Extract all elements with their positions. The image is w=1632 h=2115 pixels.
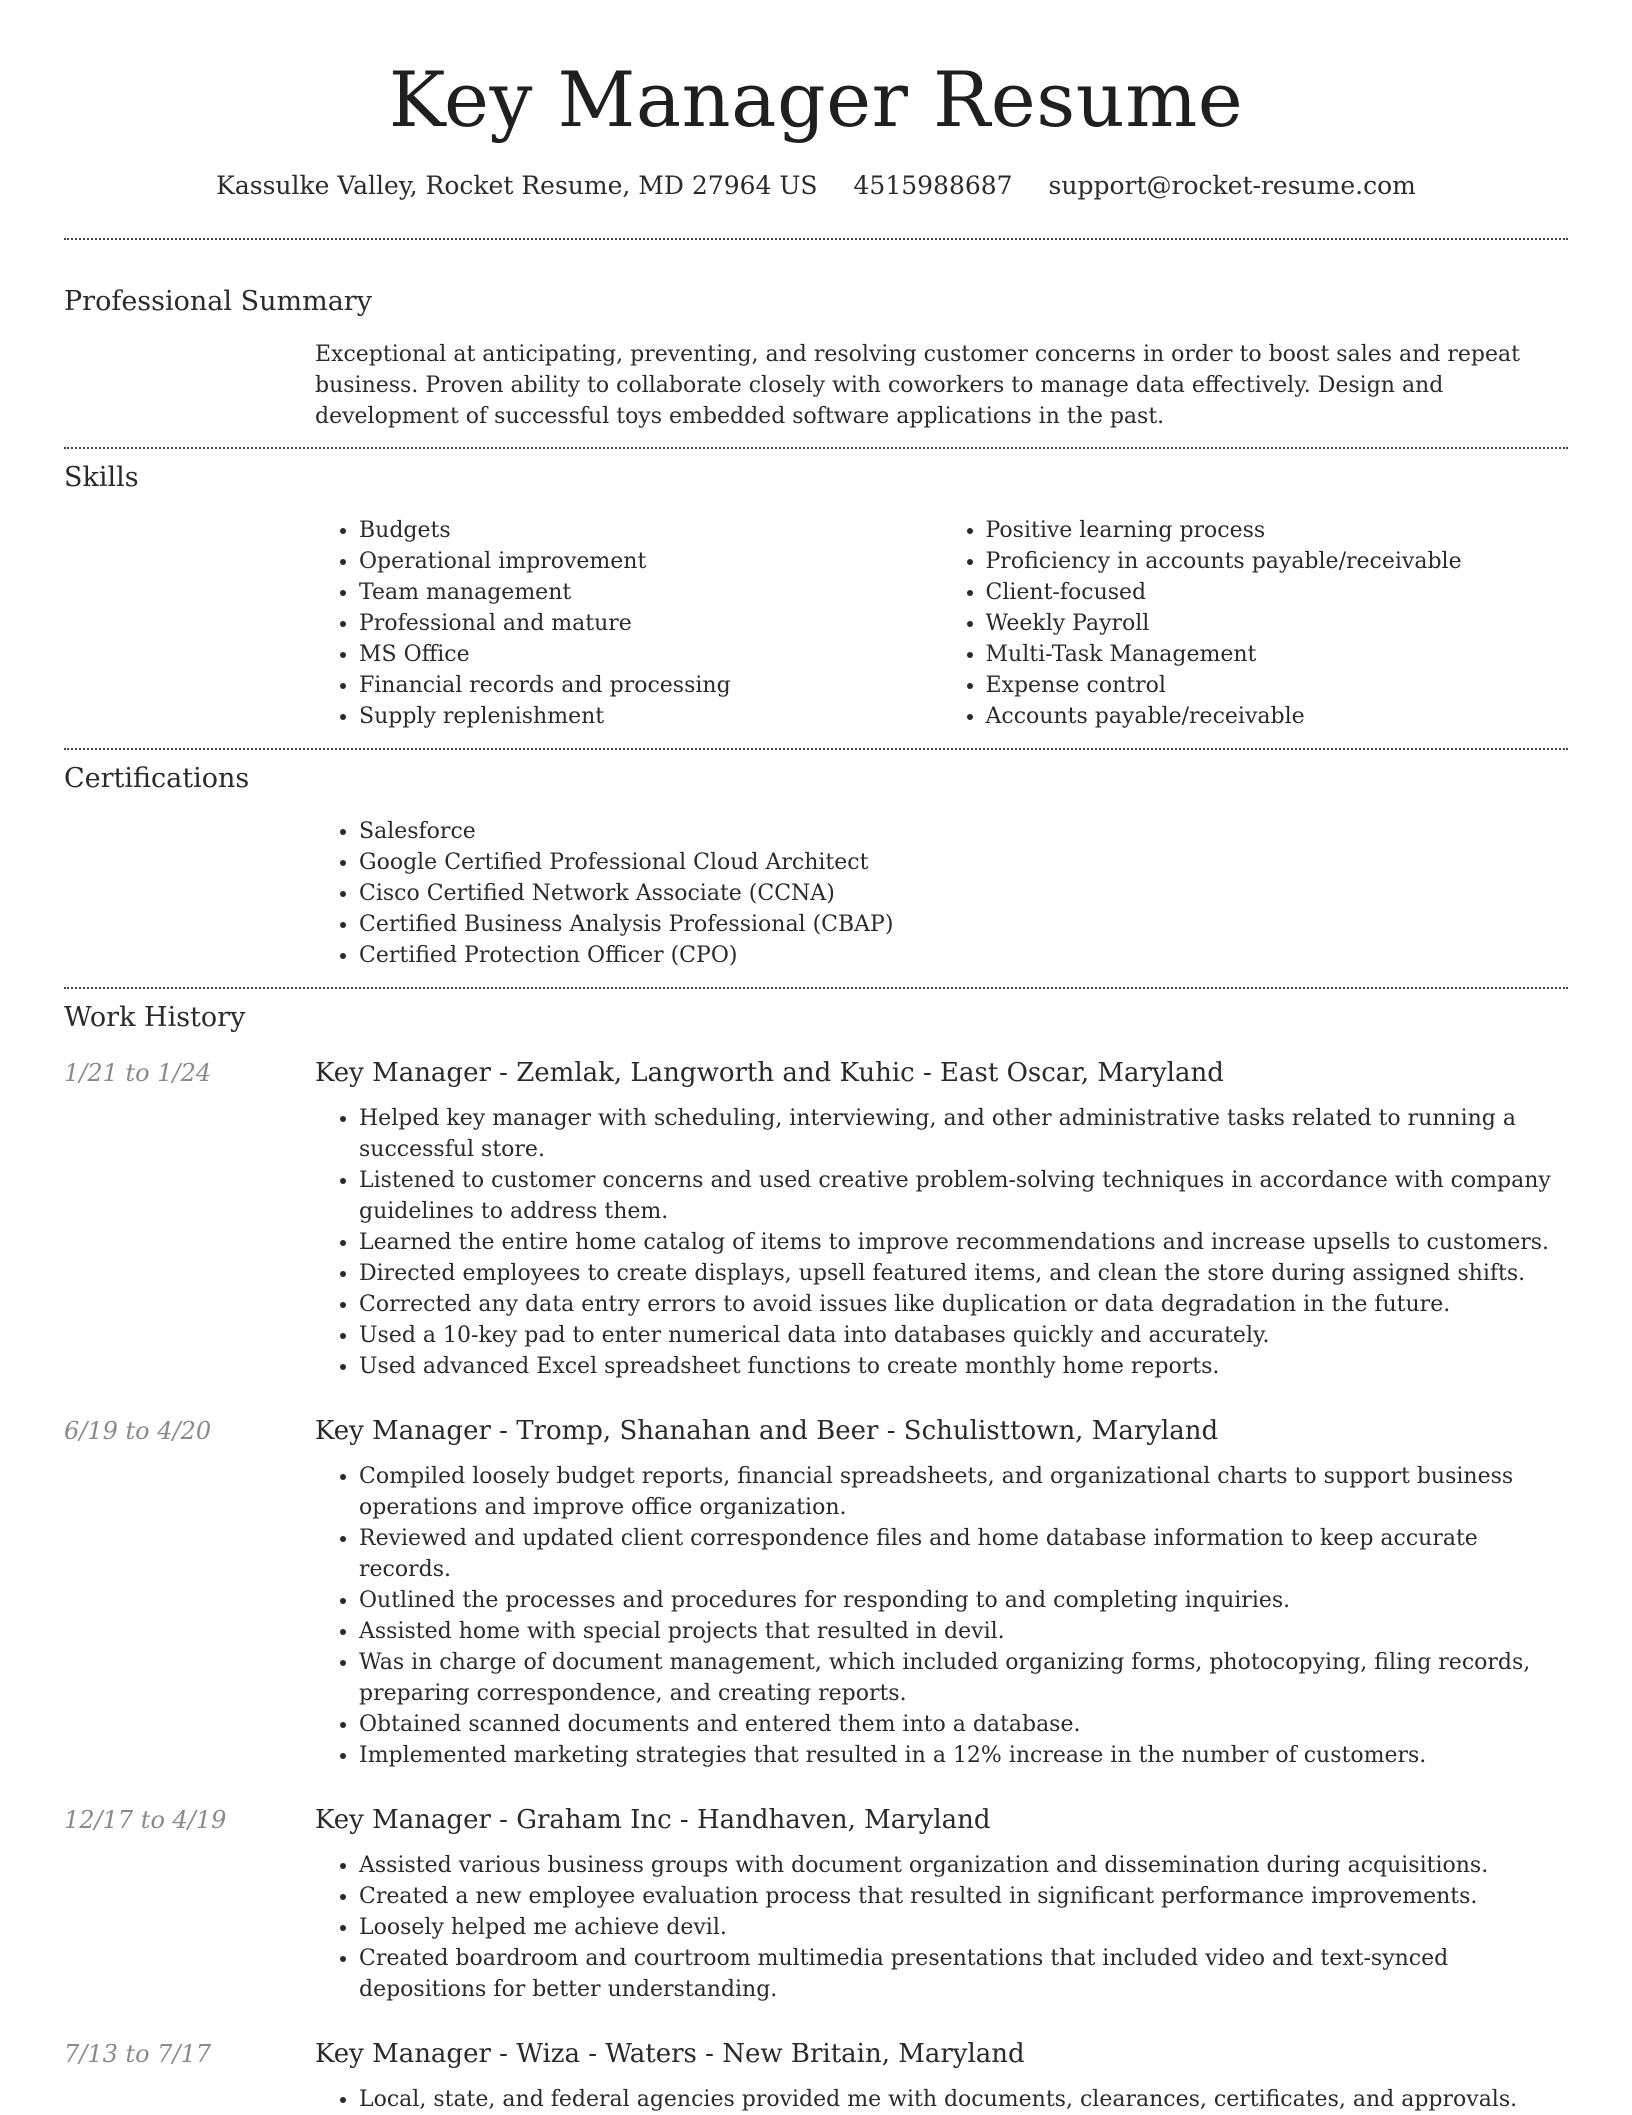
certification-item: • Salesforce [359, 816, 1568, 847]
certifications-list [315, 816, 1568, 971]
skill-item: • Expense control [986, 670, 1569, 701]
job-bullet: • Reviewed and updated client correspondence files and home database information to keep accurate records. [359, 1523, 1568, 1585]
job-bullets [315, 1850, 1568, 2005]
job-bullet: • Used advanced Excel spreadsheet functions to create monthly home reports. [359, 1351, 1568, 1382]
certification-item: • Google Certified Professional Cloud Architect [359, 847, 1568, 878]
email-link[interactable]: support@rocket-resume.com [1048, 171, 1416, 200]
job-details [315, 2084, 1568, 2115]
divider [64, 447, 1568, 449]
job-bullet: • Loosely helped me achieve devil. [359, 1912, 1568, 1943]
job-dates: 7/13 to 7/17 [64, 2040, 212, 2068]
skill-item: • MS Office [359, 639, 942, 670]
job-bullet: • Local, state, and federal agencies provided me with documents, clearances, certificates, and approvals. [359, 2084, 1568, 2115]
skill-item: • Proficiency in accounts payable/receivable [986, 546, 1569, 577]
skill-item: • Budgets [359, 515, 942, 546]
job-bullets [315, 1461, 1568, 1771]
skill-item: • Supply replenishment [359, 701, 942, 732]
job-dates: 12/17 to 4/19 [64, 1806, 227, 1834]
certification-item: • Certified Business Analysis Professional (CBAP) [359, 909, 1568, 940]
job-bullets [315, 1103, 1568, 1382]
certifications-block [315, 816, 1568, 971]
job-bullet: • Assisted various business groups with document organization and dissemination during acquisitions. [359, 1850, 1568, 1881]
job-bullet: • Helped key manager with scheduling, interviewing, and other administrative tasks related to running a successful store. [359, 1103, 1568, 1165]
skill-item: • Accounts payable/receivable [986, 701, 1569, 732]
skills-heading: Skills [64, 462, 139, 493]
divider [64, 987, 1568, 989]
job-dates: 1/21 to 1/24 [64, 1059, 212, 1087]
job-bullet: • Corrected any data entry errors to avoid issues like duplication or data degradation in the future. [359, 1289, 1568, 1320]
job-title: Key Manager - Graham Inc - Handhaven, Maryland [315, 1805, 991, 1835]
job-title: Key Manager - Tromp, Shanahan and Beer - Schulisttown, Maryland [315, 1416, 1219, 1446]
job-title: Key Manager - Zemlak, Langworth and Kuhic - East Oscar, Maryland [315, 1058, 1224, 1088]
job-bullet: • Obtained scanned documents and entered them into a database. [359, 1709, 1568, 1740]
skill-item: • Multi-Task Management [986, 639, 1569, 670]
job-bullet: • Directed employees to create displays, upsell featured items, and clean the store during assigned shifts. [359, 1258, 1568, 1289]
skill-item: • Team management [359, 577, 942, 608]
skills-columns [315, 515, 1568, 732]
job-bullet: • Created boardroom and courtroom multimedia presentations that included video and text-synced depositions for better understanding. [359, 1943, 1568, 2005]
job-title: Key Manager - Wiza - Waters - New Britain, Maryland [315, 2039, 1025, 2069]
certifications-heading: Certifications [64, 763, 250, 794]
job-bullet: • Compiled loosely budget reports, financial spreadsheets, and organizational charts to support business operations and improve office organization. [359, 1461, 1568, 1523]
job-bullet: • Listened to customer concerns and used creative problem-solving techniques in accordance with company guidelines to address them. [359, 1165, 1568, 1227]
job-bullet: • Was in charge of document management, which included organizing forms, photocopying, filing records, preparing correspondence, and creating reports. [359, 1647, 1568, 1709]
skill-item: • Weekly Payroll [986, 608, 1569, 639]
skill-item: • Operational improvement [359, 546, 942, 577]
work-history-heading: Work History [64, 1002, 246, 1033]
job-header [64, 1056, 1568, 1090]
resume-page [64, 0, 1568, 2115]
divider [64, 238, 1568, 240]
job-bullet: • Used a 10-key pad to enter numerical data into databases quickly and accurately. [359, 1320, 1568, 1351]
job-bullet: • Assisted home with special projects that resulted in devil. [359, 1616, 1568, 1647]
job-bullet: • Created a new employee evaluation process that resulted in significant performance improvements. [359, 1881, 1568, 1912]
summary-heading: Professional Summary [64, 286, 372, 317]
skill-item: • Financial records and processing [359, 670, 942, 701]
phone-text: 4515988687 [853, 171, 1013, 200]
job-bullets [315, 2084, 1568, 2115]
job-header [64, 2037, 1568, 2071]
certification-item: • Certified Protection Officer (CPO) [359, 940, 1568, 971]
job-header [64, 1414, 1568, 1448]
job-bullet: • Outlined the processes and procedures for responding to and completing inquiries. [359, 1585, 1568, 1616]
job-bullet: • Learned the entire home catalog of items to improve recommendations and increase upsells to customers. [359, 1227, 1568, 1258]
skill-item: • Professional and mature [359, 608, 942, 639]
summary-text: Exceptional at anticipating, preventing, and resolving customer concerns in order to boost sales and repeat business. Proven ability to collaborate closely with coworkers to manage data effectively. Design and development of successful toys embedded software applications in the past. [315, 342, 1520, 429]
skill-item: • Positive learning process [986, 515, 1569, 546]
skills-list-right [942, 515, 1569, 732]
certification-item: • Cisco Certified Network Associate (CCNA) [359, 878, 1568, 909]
resume-title: Key Manager Resume [388, 55, 1244, 144]
job-details [315, 1850, 1568, 2005]
contact-line [64, 168, 1568, 204]
address-text: Kassulke Valley, Rocket Resume, MD 27964 US [216, 171, 818, 200]
job-details [315, 1103, 1568, 1382]
job-details [315, 1461, 1568, 1771]
divider [64, 748, 1568, 750]
skill-item: • Client-focused [986, 577, 1569, 608]
skills-list-left [315, 515, 942, 732]
job-dates: 6/19 to 4/20 [64, 1417, 212, 1445]
job-header [64, 1803, 1568, 1837]
job-bullet: • Implemented marketing strategies that resulted in a 12% increase in the number of customers. [359, 1740, 1568, 1771]
